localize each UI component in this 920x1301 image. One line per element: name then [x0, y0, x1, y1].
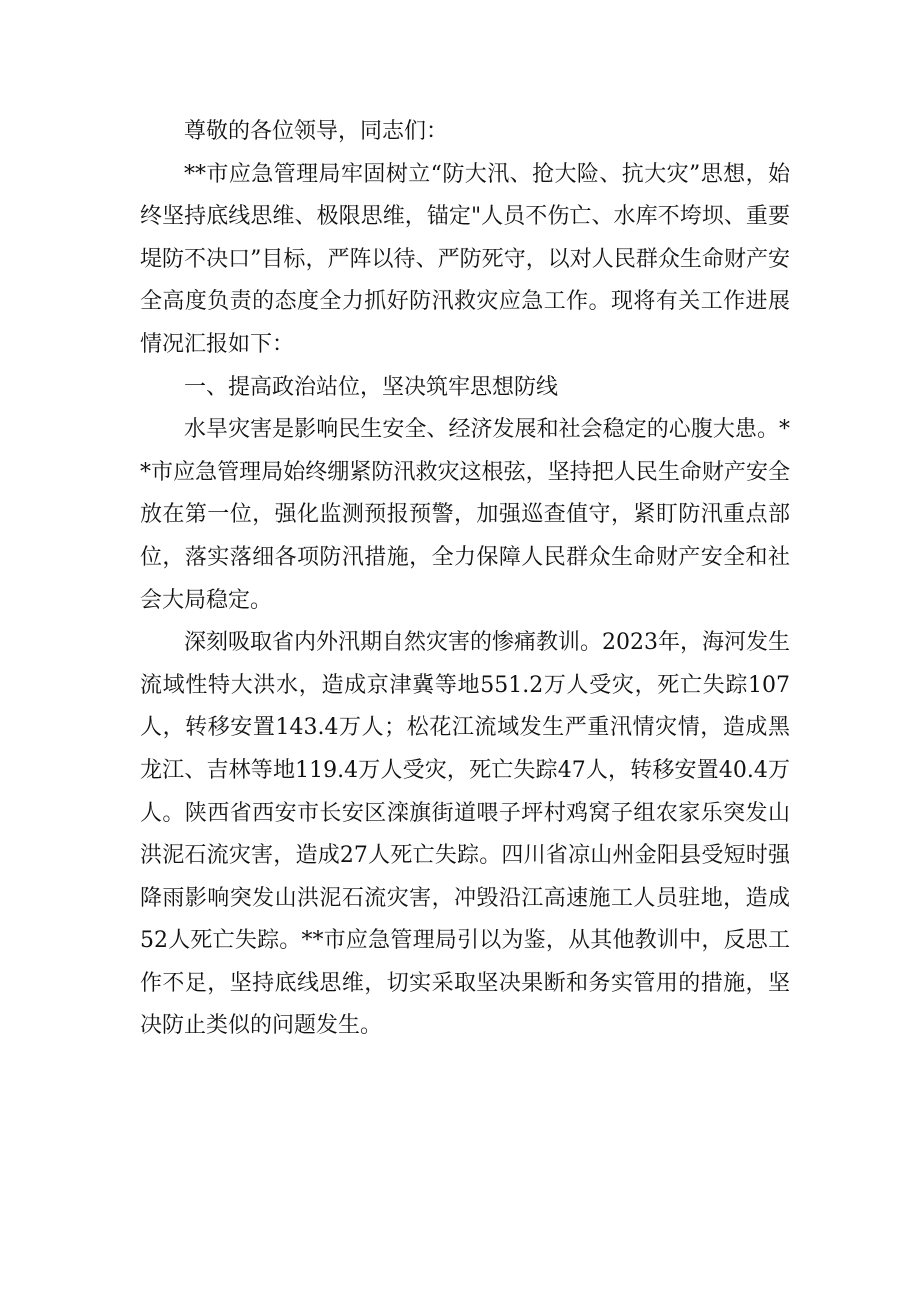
intro-paragraph: **市应急管理局牢固树立“防大汛、抢大险、抗大灾”思想，始终坚持底线思维、极限思维，锚定"人员不伤亡、水库不垮坝、重要堤防不决口”目标，严阵以待、严防死守，以对人民群众生命财产安全高度负责的态度全力抓好防汛救灾应急工作。现将有关工作进展情况汇报如下： — [140, 161, 790, 357]
section-paragraph-2: 深刻吸取省内外汛期自然灾害的惨痛教训。2023年，海河发生流域性特大洪水，造成京津冀等地551.2万人受灾，死亡失踪107人，转移安置143.4万人；松花江流域发生严重汛情灾情，造成黑龙江、吉林等地119.4万人受灾，死亡失踪47人，转移安置40.4万人。陕西省西安市长安区滦旗街道喂子坪村鸡窝子组农家乐突发山洪泥石流灾害，造成27人死亡失踪。四川省凉山州金阳县受短时强降雨影响突发山洪泥石流灾害，冲毁沿江高速施工人员驻地，造成52人死亡失踪。**市应急管理局引以为鉴，从其他教训中，反思工作不足，坚持底线思维，切实采取坚决果断和务实管用的措施，坚决防止类似的问题发生。 — [140, 630, 790, 1039]
section-heading: 一、提高政治站位，坚决筑牢思想防线 — [184, 374, 559, 400]
salutation: 尊敬的各位领导，同志们： — [184, 119, 449, 144]
document-body — [140, 111, 790, 1048]
section-paragraph-1: 水旱灾害是影响民生安全、经济发展和社会稳定的心腹大患。**市应急管理局始终绷紧防汛救灾这根弦，坚持把人民生命财产安全放在第一位，强化监测预报预警，加强巡查值守，紧盯防汛重点部位，落实落细各项防汛措施，全力保障人民群众生命财产安全和社会大局稳定。 — [140, 417, 790, 613]
